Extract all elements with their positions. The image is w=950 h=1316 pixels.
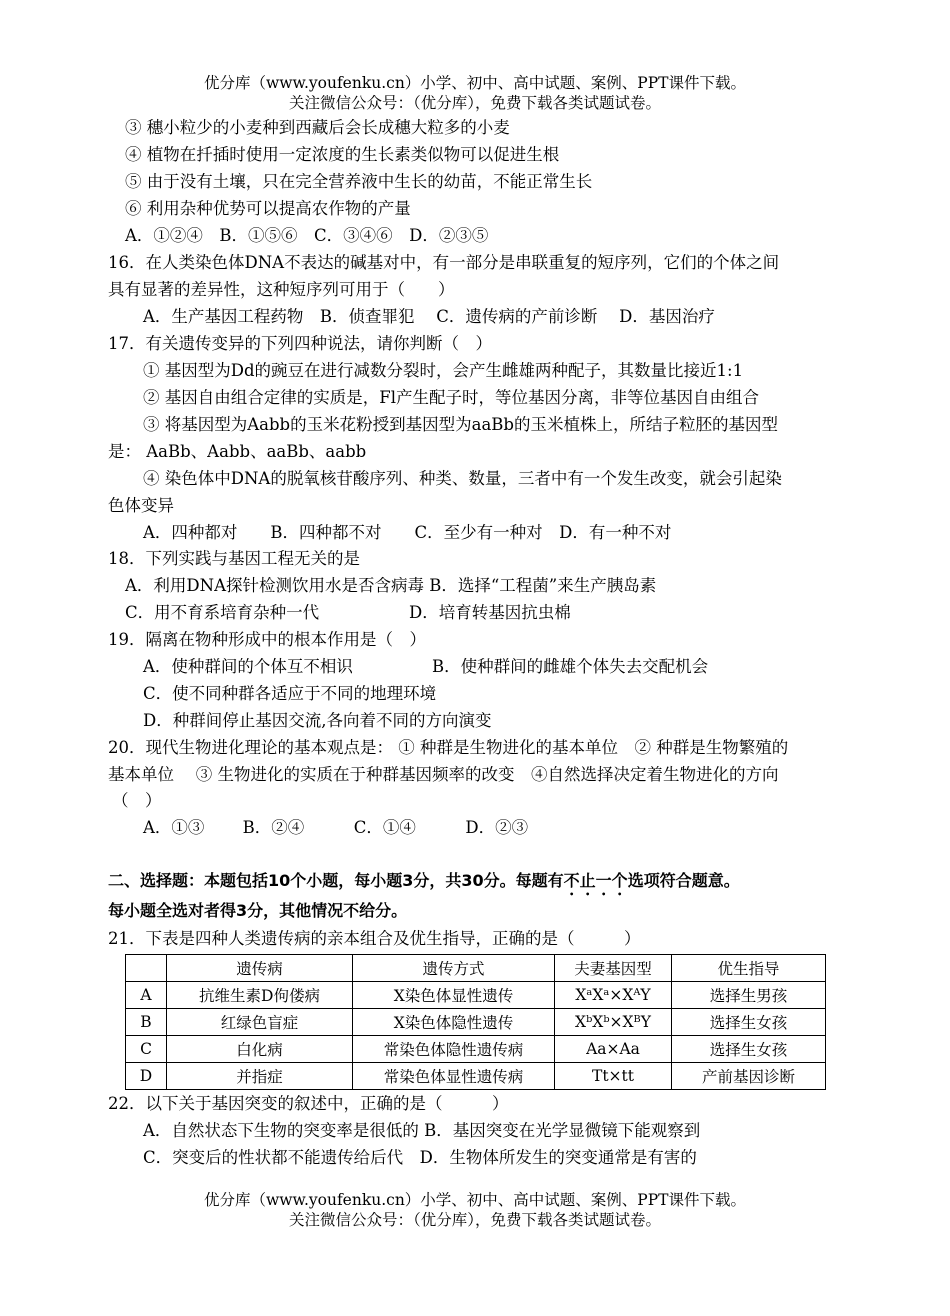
q20-options: A．①③ B．②④ C．①④ D．②③ (143, 818, 529, 837)
header-cell (126, 955, 167, 982)
mode-cell: X染色体隐性遗传 (353, 1009, 555, 1036)
table-header-row (126, 955, 826, 982)
genotype-cell: XᵃXᵃ×XᴬY (555, 982, 672, 1009)
row-label: D (126, 1063, 167, 1090)
q19-option-a: A．使种群间的个体互不相识 (143, 657, 353, 676)
q18-stem: 18．下列实践与基因工程无关的是 (108, 549, 360, 568)
q15-item-6: ⑥ 利用杂种优势可以提高农作物的产量 (125, 199, 411, 218)
header-cell: 夫妻基因型 (555, 955, 672, 982)
q17-statement-4a: ④ 染色体中DNA的脱氧核苷酸序列、种类、数量，三者中有一个发生改变，就会引起染 (143, 469, 782, 488)
disease-cell: 白化病 (167, 1036, 353, 1063)
section-2-instructions-line1: 二、选择题：本题包括10个小题，每小题3分，共30分。每题有不止一个选项符合题意。 (108, 871, 740, 890)
q19-option-c: C．使不同种群各适应于不同的地理环境 (143, 684, 437, 703)
q22-options-ab: A．自然状态下生物的突变率是很低的 B．基因突变在光学显微镜下能观察到 (143, 1121, 701, 1140)
table-row (126, 1063, 826, 1090)
table-row (126, 1036, 826, 1063)
advice-cell: 选择生女孩 (672, 1009, 826, 1036)
disease-cell: 红绿色盲症 (167, 1009, 353, 1036)
q17-options: A．四种都对 B．四种都不对 C．至少有一种对 D．有一种不对 (143, 523, 672, 542)
q16-stem-line2: 具有显著的差异性，这种短序列可用于（ ） (108, 280, 455, 299)
q20-stem-line1: 20．现代生物进化理论的基本观点是： ① 种群是生物进化的基本单位 ② 种群是生物繁殖的 (108, 738, 789, 757)
advice-cell: 选择生男孩 (672, 982, 826, 1009)
q15-item-5: ⑤ 由于没有土壤，只在完全营养液中生长的幼苗，不能正常生长 (125, 172, 593, 191)
q15-item-4: ④ 植物在扦插时使用一定浓度的生长素类似物可以促进生根 (125, 145, 560, 164)
genotype-cell: XᵇXᵇ×XᴮY (555, 1009, 672, 1036)
q18-options-ab: A．利用DNA探针检测饮用水是否含病毒 B．选择“工程菌”来生产胰岛素 (125, 576, 657, 595)
genotype-cell: Tt×tt (555, 1063, 672, 1090)
page-footer-line2: 关注微信公众号：（优分库），免费下载各类试题试卷。 (288, 1211, 661, 1229)
disease-cell: 抗维生素D佝偻病 (167, 982, 353, 1009)
table-row (126, 982, 826, 1009)
row-label: B (126, 1009, 167, 1036)
q17-statement-3a: ③ 将基因型为Aabb的玉米花粉授到基因型为aaBb的玉米植株上，所结子粒胚的基因型 (143, 415, 778, 434)
q20-stem-line3: （ ） (112, 791, 162, 810)
q16-stem-line1: 16．在人类染色体DNA不表达的碱基对中，有一部分是串联重复的短序列，它们的个体之间 (108, 253, 780, 272)
header-cell: 优生指导 (672, 955, 826, 982)
mode-cell: X染色体显性遗传 (353, 982, 555, 1009)
q17-statement-3b: 是： AaBb、Aabb、aaBb、aabb (108, 442, 367, 461)
row-label: C (126, 1036, 167, 1063)
q17-statement-4b: 色体变异 (108, 496, 174, 515)
q15-options: A．①②④ B．①⑤⑥ C．③④⑥ D．②③⑤ (125, 226, 489, 245)
q17-statement-2: ② 基因自由组合定律的实质是，Fl产生配子时，等位基因分离，非等位基因自由组合 (143, 388, 759, 407)
q19-option-b: B．使种群间的雌雄个体失去交配机会 (432, 657, 709, 676)
q20-stem-line2: 基本单位 ③ 生物进化的实质在于种群基因频率的改变 ④自然选择决定着生物进化的方向 (108, 765, 779, 784)
q18-option-c: C．用不育系培育杂种一代 (125, 603, 320, 622)
q22-options-cd: C．突变后的性状都不能遗传给后代 D．生物体所发生的突变通常是有害的 (143, 1148, 697, 1167)
table-row (126, 1009, 826, 1036)
q21-stem: 21．下表是四种人类遗传病的亲本组合及优生指导，正确的是（ ） (108, 929, 641, 948)
header-cell: 遗传病 (167, 955, 353, 982)
page-header-line2: 关注微信公众号：（优分库），免费下载各类试题试卷。 (288, 94, 661, 112)
mode-cell: 常染色体隐性遗传病 (353, 1036, 555, 1063)
q15-item-3: ③ 穗小粒少的小麦种到西藏后会长成穗大粒多的小麦 (125, 118, 510, 137)
section-2-instructions-line2: 每小题全选对者得3分，其他情况不给分。 (108, 901, 408, 920)
mode-cell: 常染色体显性遗传病 (353, 1063, 555, 1090)
q18-option-d: D．培育转基因抗虫棉 (409, 603, 571, 622)
page-header-line1: 优分库（www.youfenku.cn）小学、初中、高中试题、案例、PPT课件下载。 (203, 74, 747, 92)
q17-statement-1: ① 基因型为Dd的豌豆在进行减数分裂时，会产生雌雄两种配子，其数量比接近1:1 (143, 361, 744, 380)
advice-cell: 产前基因诊断 (672, 1063, 826, 1090)
emphasis-not-only-one: 不止一个 (563, 871, 628, 890)
header-cell: 遗传方式 (353, 955, 555, 982)
advice-cell: 选择生女孩 (672, 1036, 826, 1063)
q19-stem: 19．隔离在物种形成中的根本作用是（ ） (108, 630, 426, 649)
q17-stem: 17．有关遗传变异的下列四种说法，请你判断（ ） (108, 334, 492, 353)
page-footer-line1: 优分库（www.youfenku.cn）小学、初中、高中试题、案例、PPT课件下载。 (203, 1191, 747, 1209)
q21-table (125, 954, 826, 1090)
q22-stem: 22．以下关于基因突变的叙述中，正确的是（ ） (108, 1094, 509, 1113)
q19-option-d: D．种群间停止基因交流,各向着不同的方向演变 (143, 711, 492, 730)
genotype-cell: Aa×Aa (555, 1036, 672, 1063)
disease-cell: 并指症 (167, 1063, 353, 1090)
q16-options: A．生产基因工程药物 B．侦查罪犯 C．遗传病的产前诊断 D．基因治疗 (143, 307, 715, 326)
row-label: A (126, 982, 167, 1009)
